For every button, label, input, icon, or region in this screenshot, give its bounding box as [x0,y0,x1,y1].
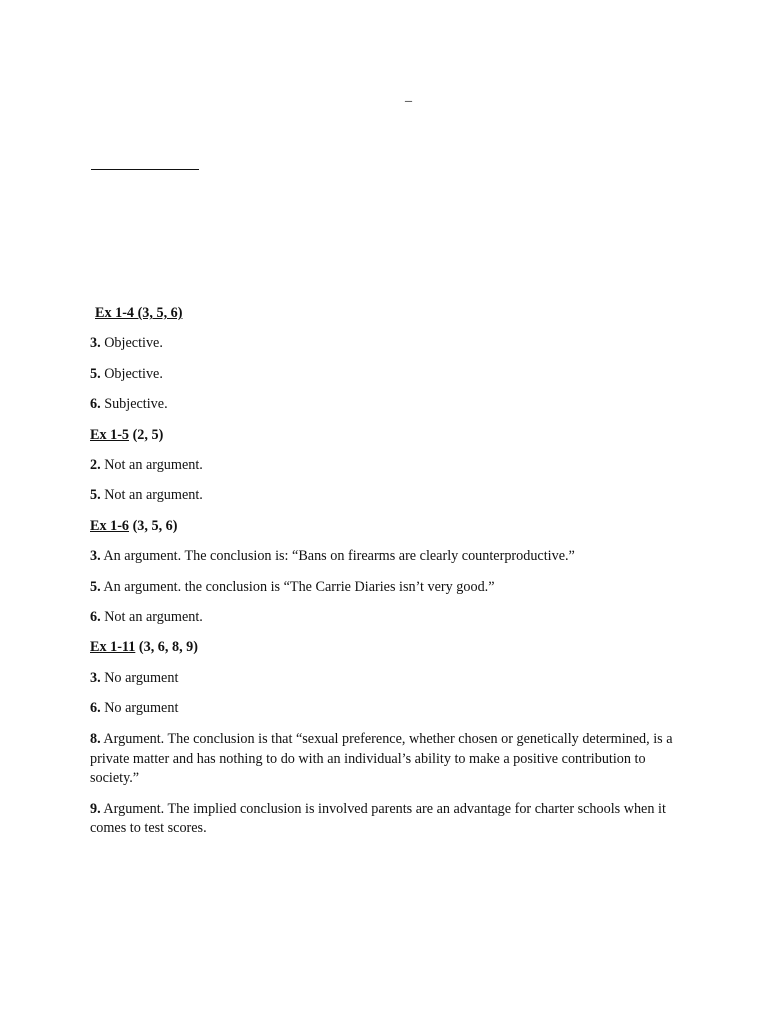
section-heading-ex-1-11 [90,639,680,656]
section-heading-ex-1-4 [90,305,680,322]
section-range: (3, 5, 6) [134,305,183,321]
answer-number: 6. [90,700,101,717]
answer-number: 5. [90,365,101,382]
answer-number: 3. [90,669,101,686]
answer-item [90,700,680,717]
section-heading-ex-1-6 [90,518,680,535]
answer-item [90,548,680,565]
answer-text: Not an argument. [100,456,203,473]
answer-text: No argument [100,669,179,686]
answer-number: 5. [90,578,101,595]
answer-text: No argument [100,700,179,717]
section-title: Ex 1-11 [90,639,136,656]
answer-item [90,579,680,596]
header-mark: _ [405,89,412,104]
answer-item [90,366,680,383]
section-title: Ex 1-4 [95,305,135,321]
section-range: (3, 5, 6) [129,517,178,534]
answer-number: 5. [90,487,101,504]
answer-text: Objective. [100,365,163,382]
answer-number: 2. [90,456,101,473]
answer-text: Objective. [100,335,163,352]
answer-number: 6. [90,396,101,413]
section-range: (2, 5) [129,426,164,443]
answer-item [90,457,680,474]
answer-text: An argument. The conclusion is: “Bans on firearms are clearly counterproductive.” [100,548,575,565]
section-title: Ex 1-6 [90,517,130,534]
answer-item [90,396,680,413]
answer-list [90,305,680,850]
answer-item [90,335,680,352]
answer-item [90,487,680,504]
answer-item [90,730,680,789]
answer-item [90,800,680,839]
signature-rule [91,169,199,170]
answer-number: 3. [90,548,101,565]
answer-text: Argument. The conclusion is that “sexual preference, whether chosen or genetically determined, is a private matter and has nothing to do with an individual’s ability to make a positive contribution to society.” [90,731,673,787]
section-range: (3, 6, 8, 9) [135,639,198,656]
answer-text: Not an argument. [100,608,203,625]
answer-number: 8. [90,731,101,748]
section-title: Ex 1-5 [90,426,130,443]
answer-number: 6. [90,608,101,625]
answer-number: 3. [90,335,101,352]
answer-text: Not an argument. [100,487,203,504]
answer-item [90,670,680,687]
answer-number: 9. [90,800,101,817]
answer-text: Subjective. [100,396,168,413]
answer-text: An argument. the conclusion is “The Carrie Diaries isn’t very good.” [100,578,495,595]
answer-item [90,609,680,626]
section-heading-ex-1-5 [90,427,680,444]
answer-text: Argument. The implied conclusion is involved parents are an advantage for charter schools when it comes to test scores. [90,800,666,837]
